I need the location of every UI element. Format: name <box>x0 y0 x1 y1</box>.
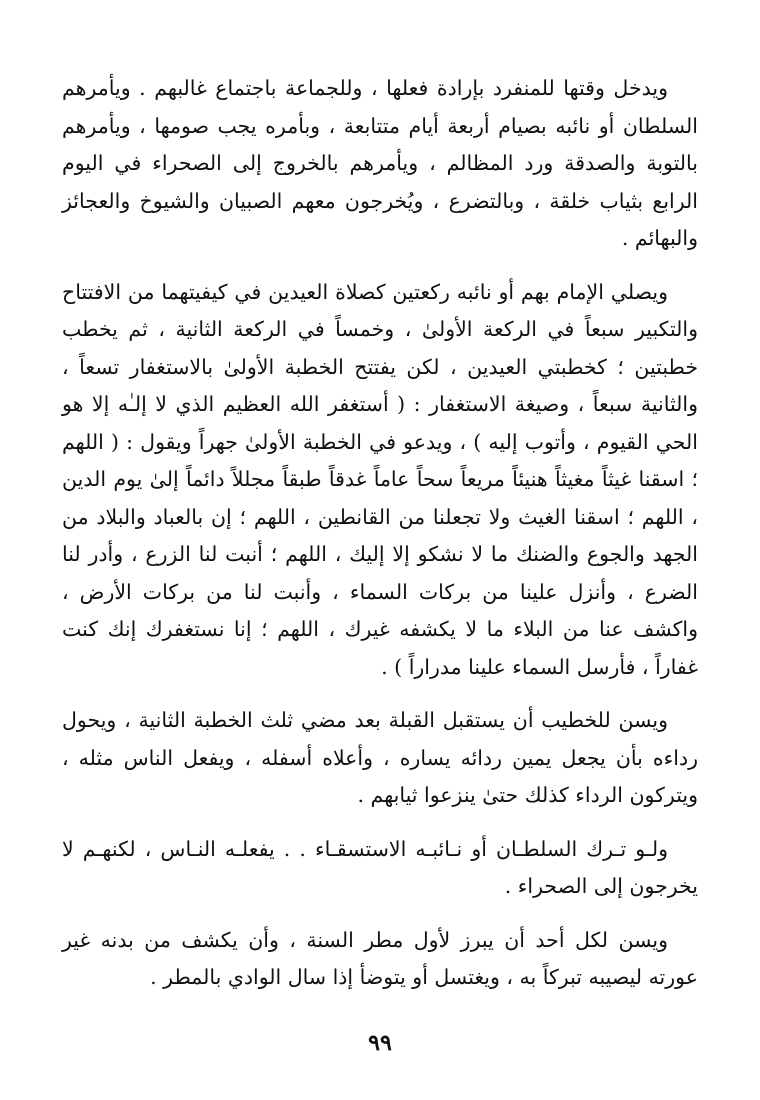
paragraph-call-to-fast <box>62 70 698 258</box>
paragraph-prayer-and-sermon <box>62 274 698 687</box>
paragraph-text: ويدخل وقتها للمنفرد بإرادة فعلها ، وللجماعة باجتماع غالبهم . ويأمرهم السلطان أو نائبه بصيام أربعة أيام متتابعة ، وبأمره يجب صومها ، ويأمرهم بالتوبة والصدقة ورد المظالم ، ويأمرهم بالخروج إلى الصحراء في اليوم الرابع بثياب خلقة ، وبالتضرع ، ويُخرجون معهم الصبيان والشيوخ والعجائز والبهائم . <box>62 76 698 250</box>
paragraph-people-pray <box>62 831 698 906</box>
paragraph-turning-cloak <box>62 702 698 815</box>
page-number: ٩٩ <box>368 1030 392 1056</box>
paragraph-text: ويسن لكل أحد أن يبرز لأول مطر السنة ، وأن يكشف من بدنه غير عورته ليصيبه تبركاً به ، ويغتسل أو يتوضأ إذا سال الوادي بالمطر . <box>62 927 698 989</box>
paragraph-first-rain <box>62 922 698 997</box>
paragraph-text: ويسن للخطيب أن يستقبل القبلة بعد مضي ثلث الخطبة الثانية ، ويحول رداءه بأن يجعل يمين ردائه يساره ، وأعلاه أسفله ، ويفعل الناس مثله ، ويتركون الرداء كذلك حتىٰ ينزعوا ثيابهم . <box>62 708 698 807</box>
paragraph-text: ولـو تـرك السلطـان أو نـائبـه الاستسقـاء . . يفعلـه النـاس ، لكنهـم لا يخرجون إلى الصحراء . <box>62 836 698 898</box>
paragraph-text: ويصلي الإمام بهم أو نائبه ركعتين كصلاة العيدين في كيفيتهما من الافتتاح والتكبير سبعاً في الركعة الأولىٰ ، وخمساً في الركعة الثانية ، ثم يخطب خطبتين ؛ كخطبتي العيدين ، لكن يفتتح الخطبة الأولىٰ بالاستغفار تسعاً ، والثانية سبعاً ، وصيغة الاستغفار : ( أستغفر الله العظيم الذي لا إلـٰه إلا هو الحي القيوم ، وأتوب إليه ) ، ويدعو في الخطبة الأولىٰ جهراً ويقول : ( اللهم ؛ اسقنا غيثاً مغيثاً هنيئاً مريعاً سحاً عاماً غدقاً طبقاً مجللاً دائماً إلىٰ يوم الدين ، اللهم ؛ اسقنا الغيث ولا تجعلنا من القانطين ، اللهم ؛ إن بالعباد والبلاد من الجهد والجوع والضنك ما لا نشكو إلا إليك ، اللهم ؛ أنبت لنا الزرع ، وأدر لنا الضرع ، وأنزل علينا من بركات السماء ، وأنبت لنا من بركات الأرض ، واكشف عنا من البلاء ما لا يكشفه غيرك ، اللهم ؛ إنا نستغفرك إنك كنت غفاراً ، فأرسل السماء علينا مدراراً ) . <box>62 279 698 679</box>
